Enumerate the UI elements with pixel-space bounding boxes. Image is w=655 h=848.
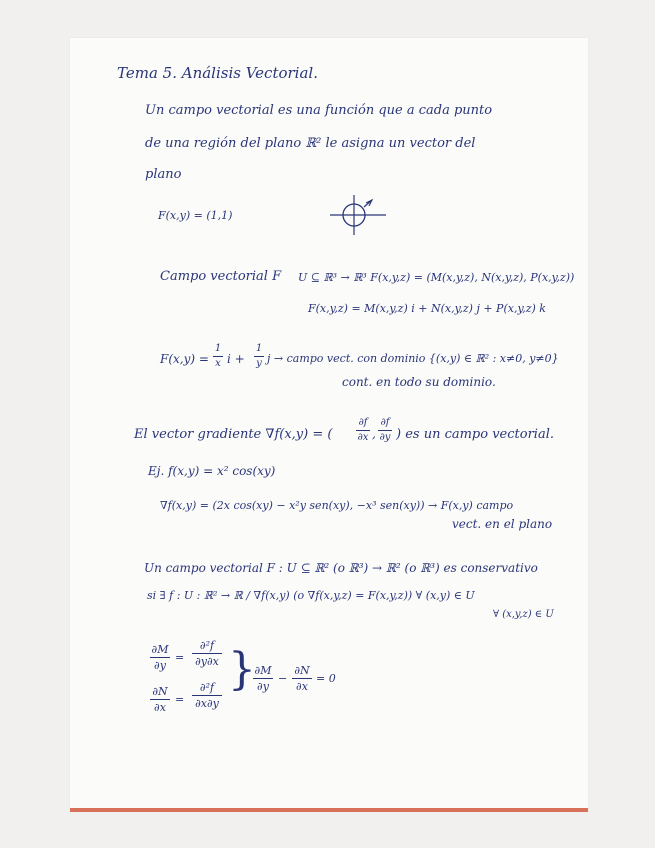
field-components: F(x,y,z) = M(x,y,z) i + N(x,y,z) j + P(x,y,z) k bbox=[308, 302, 546, 315]
page-title: Tema 5. Análisis Vectorial. bbox=[117, 64, 318, 82]
field-label: Campo vectorial F bbox=[160, 269, 282, 284]
partial-dN-dx-result bbox=[292, 665, 312, 692]
partial-minus: − bbox=[278, 672, 288, 685]
partial-e-num: ∂M bbox=[254, 664, 272, 677]
sheet-bottom-edge bbox=[70, 808, 588, 812]
gradient-computed-cont: vect. en el plano bbox=[452, 517, 553, 531]
conservative-line-1: Un campo vectorial F : U ⊆ ℝ² (o ℝ³) → ℝ² (o ℝ³) es conservativo bbox=[144, 561, 538, 575]
paper-sheet bbox=[70, 38, 588, 810]
partial-e-den: ∂y bbox=[257, 680, 269, 693]
example-frac-1-den: x bbox=[215, 358, 221, 369]
example-frac-2-num: 1 bbox=[255, 343, 263, 354]
gradient-comma: , bbox=[372, 427, 376, 441]
partial-d2f-dxdy bbox=[192, 682, 222, 709]
partial-a-den: ∂y bbox=[154, 659, 166, 672]
example-field-lhs: F(x,y) = bbox=[160, 352, 209, 366]
partial-dM-dy bbox=[150, 644, 170, 671]
partial-c-num: ∂N bbox=[152, 685, 168, 698]
partial-eq-2: = bbox=[175, 693, 185, 706]
gradient-example: Ej. f(x,y) = x² cos(xy) bbox=[148, 464, 276, 478]
example-field-continuity: cont. en todo su dominio. bbox=[342, 375, 496, 389]
gradient-frac-x-num: ∂f bbox=[358, 417, 368, 428]
partial-d2f-dydx bbox=[192, 640, 222, 667]
definition-line-2: de una región del plano ℝ² le asigna un vector del bbox=[145, 136, 476, 151]
example-field-rhs: j → campo vect. con dominio {(x,y) ∈ ℝ² : x≠0, y≠0} bbox=[267, 352, 559, 365]
gradient-frac-y-den: ∂y bbox=[379, 432, 391, 443]
definition-line-3: plano bbox=[145, 167, 182, 182]
partial-a-num: ∂M bbox=[151, 643, 169, 656]
partial-result: = 0 bbox=[316, 672, 336, 685]
example-frac-2 bbox=[254, 344, 264, 369]
conservative-line-2: si ∃ f : U : ℝ² → ℝ / ∇f(x,y) (o ∇f(x,y,z) = F(x,y,z)) ∀ (x,y) ∈ U bbox=[147, 589, 475, 602]
partial-d-den: ∂x∂y bbox=[195, 697, 219, 710]
partial-brace: } bbox=[228, 644, 256, 695]
conservative-line-3: ∀ (x,y,z) ∈ U bbox=[493, 609, 554, 620]
partial-d-num: ∂²f bbox=[199, 681, 215, 694]
partial-b-den: ∂y∂x bbox=[195, 655, 219, 668]
partial-dN-dx bbox=[150, 686, 170, 713]
gradient-frac-y-num: ∂f bbox=[380, 417, 390, 428]
example-frac-1 bbox=[213, 344, 223, 369]
partial-dM-dy-result bbox=[253, 665, 273, 692]
gradient-lhs: El vector gradiente ∇f(x,y) = ( bbox=[134, 427, 333, 442]
partial-f-num: ∂N bbox=[294, 664, 310, 677]
partial-eq-1: = bbox=[175, 651, 185, 664]
vector-sketch bbox=[330, 193, 390, 237]
gradient-frac-y bbox=[378, 418, 392, 443]
partial-b-num: ∂²f bbox=[199, 639, 215, 652]
example-field-mid: i + bbox=[227, 352, 245, 366]
definition-line-1: Un campo vectorial es una función que a cada punto bbox=[145, 103, 493, 118]
example-frac-2-den: y bbox=[256, 358, 262, 369]
gradient-computed: ∇f(x,y) = (2x cos(xy) − x²y sen(xy), −x³ sen(xy)) → F(x,y) campo bbox=[160, 499, 514, 512]
gradient-frac-x-den: ∂x bbox=[357, 432, 369, 443]
example-frac-1-num: 1 bbox=[214, 343, 222, 354]
partial-c-den: ∂x bbox=[154, 701, 166, 714]
gradient-rhs: ) es un campo vectorial. bbox=[396, 427, 554, 442]
gradient-frac-x bbox=[356, 418, 370, 443]
partial-f-den: ∂x bbox=[296, 680, 308, 693]
constant-field-example: F(x,y) = (1,1) bbox=[158, 209, 233, 222]
field-map: U ⊆ ℝ³ → ℝ³ F(x,y,z) = (M(x,y,z), N(x,y,z), P(x,y,z)) bbox=[298, 271, 575, 284]
